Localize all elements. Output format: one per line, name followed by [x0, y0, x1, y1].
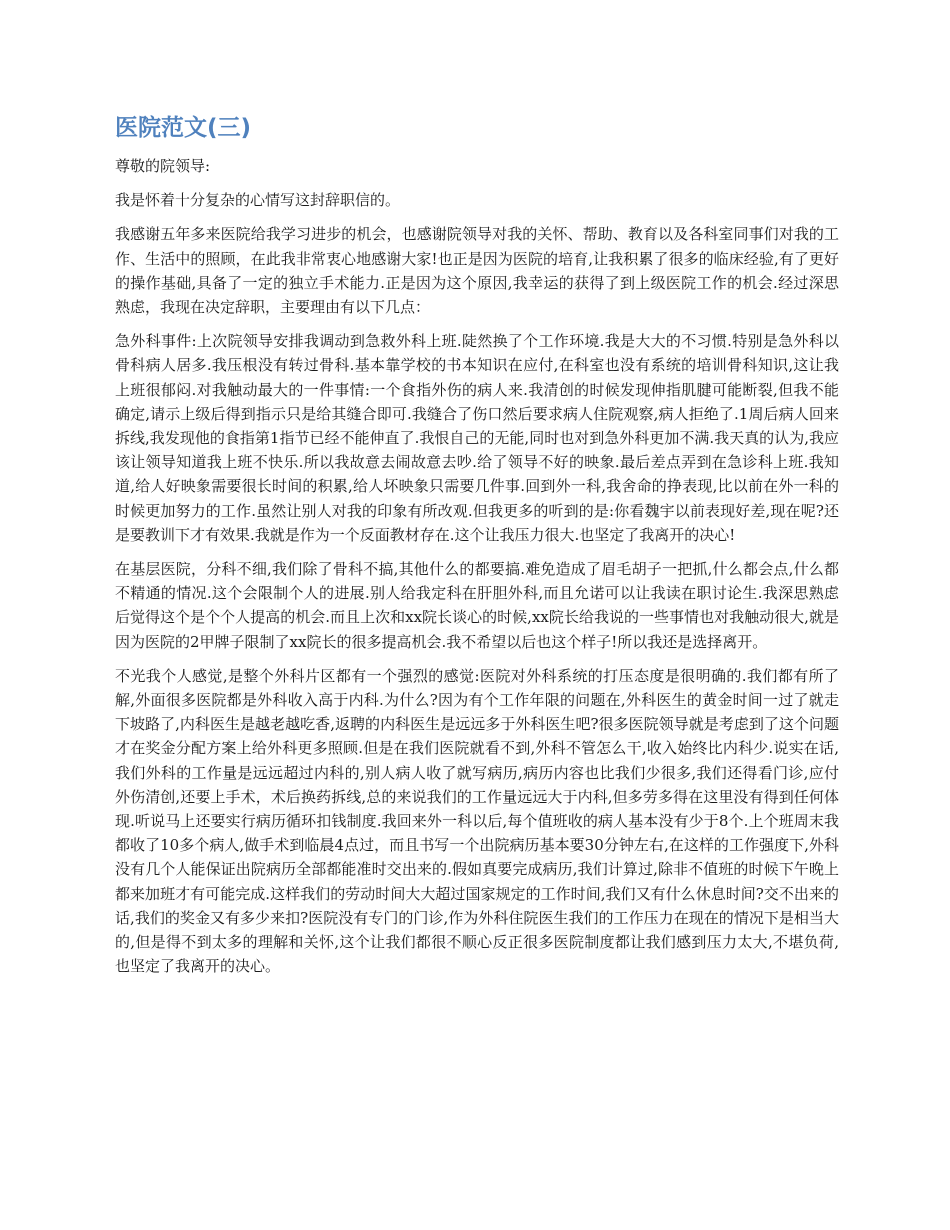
paragraph-gratitude: 我感谢五年多来医院给我学习进步的机会，也感谢院领导对我的关怀、帮助、教育以及各科室同事们对我的工作、生活中的照顾，在此我非常衷心地感谢大家!也正是因为医院的培育,让我积累了很多的临床经验,有了更好的操作基础,具备了一定的独立手术能力.正是因为这个原因,我幸运的获得了到上级医院工作的机会.经过深思熟虑，我现在决定辞职，主要理由有以下几点：	[115, 225, 839, 317]
paragraph-opening: 我是怀着十分复杂的心情写这封辞职信的。	[115, 191, 401, 210]
paragraph-workload: 不光我个人感觉,是整个外科片区都有一个强烈的感觉:医院对外科系统的打压态度是很明确的.我们都有所了解,外面很多医院都是外科收入高于内科.为什么?因为有个工作年限的问题在,外科医生的黄金时间一过了就走下坡路了,内科医生是越老越吃香,返聘的内科医生是远远多于外科医生吧?很多医院领导就是考虑到了这个问题才在奖金分配方案上给外科更多照顾.但是在我们医院就看不到,外科不管怎么干,收入始终比内科少.说实在话,我们外科的工作量是远远超过内科的,别人病人收了就写病历,病历内容也比我们少很多,我们还得看门诊,应付外伤清创,还要上手术，术后换药拆线,总的来说我们的工作量远远大于内科,但多劳多得在这里没有得到任何体现.听说马上还要实行病历循环扣钱制度.我回来外一科以后,每个值班收的病人基本没有少于8个.上个班周末我都收了10多个病人,做手术到临晨4点过，而且书写一个出院病历基本要30分钟左右,在这样的工作强度下,外科没有几个人能保证出院病历全部都能准时交出来的.假如真要完成病历,我们计算过,除非不值班的时候下午晚上都来加班才有可能完成.这样我们的劳动时间大大超过国家规定的工作时间,我们又有什么休息时间?交不出来的话,我们的奖金又有多少来扣?医院没有专门的门诊,作为外科住院医生我们的工作压力在现在的情况下是相当大的,但是得不到太多的理解和关怀,这个让我们都很不顺心反正很多医院制度都让我们感到压力太大,不堪负荷,也坚定了我离开的决心。	[115, 666, 839, 976]
document-page	[115, 112, 839, 989]
document-title: 医院范文(三)	[115, 115, 252, 141]
salutation: 尊敬的院领导:	[115, 157, 211, 175]
paragraph-specialization: 在基层医院，分科不细,我们除了骨科不搞,其他什么的都要搞.难免造成了眉毛胡子一把抓,什么都会点,什么都不精通的情况.这个会限制个人的进展.别人给我定科在肝胆外科,而且允诺可以让我读在职讨论生.我深思熟虑后觉得这个是个个人提高的机会.而且上次和xx院长谈心的时候,xx院长给我说的一些事情也对我触动很大,就是因为医院的2甲牌子限制了xx院长的很多提高机会.我不希望以后也这个样子!所以我还是选择离开。	[115, 560, 839, 651]
paragraph-emergency-surgery: 急外科事件:上次院领导安排我调动到急救外科上班.陡然换了个工作环境.我是大大的不习惯.特别是急外科以骨科病人居多.我压根没有转过骨科.基本靠学校的书本知识在应付,在科室也没有系统的培训骨科知识,这让我上班很郁闷.对我触动最大的一件事情:一个食指外伤的病人来.我清创的时候发现伸指肌腱可能断裂,但我不能确定,请示上级后得到指示只是给其缝合即可.我缝合了伤口然后要求病人住院观察,病人拒绝了.1周后病人回来拆线,我发现他的食指第1指节已经不能伸直了.我恨自己的无能,同时也对到急外科更加不满.我天真的认为,我应该让领导知道我上班不快乐.所以我故意去闹故意去吵.给了领导不好的映象.最后差点弄到在急诊科上班.我知道,给人好映象需要很长时间的积累,给人坏映象只需要几件事.回到外一科,我舍命的挣表现,比以前在外一科的时候更加努力的工作.虽然让别人对我的印象有所改观.但我更多的听到的是:你看魏宇以前表现好差,现在呢?还是要教训下才有效果.我就是作为一个反面教材存在.这个让我压力很大.也坚定了我离开的决心!	[115, 332, 839, 544]
